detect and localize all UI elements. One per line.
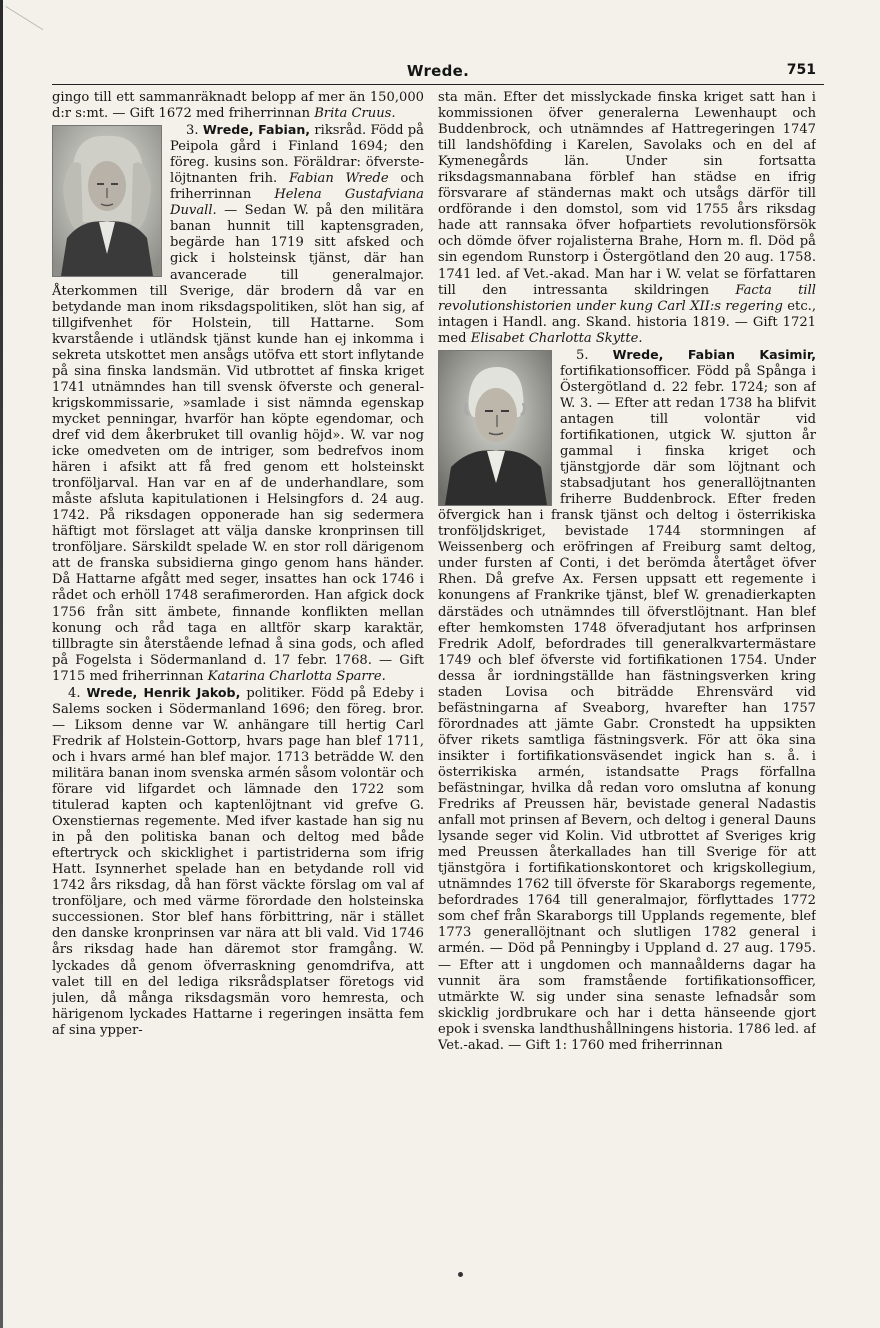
headword: Wrede.: [406, 62, 470, 80]
spouse-name: Brita Cruus.: [314, 106, 396, 122]
entry-henrik-jakob-wrede: [52, 685, 424, 1039]
paragraph-text: etc., intagen i Handl. ang. Skand. historia 1819. — Gift 1721 med: [438, 298, 816, 346]
entry-fabian-kasimir-wrede: [438, 347, 816, 1054]
entry-text: och friherrinnan: [170, 171, 424, 203]
page-number: 751: [786, 62, 816, 78]
paragraph-text: gingo till ett sammanräknadt belopp af mer än 150,000 d:r s:mt. — Gift 1672 med friherrinnan: [52, 90, 424, 122]
entry-name: Wrede, Henrik Jakob,: [86, 684, 241, 700]
entry-text: riksråd. Född på Peipola gård i Finland 1694; den föreg. kusins son. Föräldrar: öfverste-löjtnanten frih.: [170, 123, 424, 187]
spouse-name: Elisabet Charlotta Skytte.: [470, 330, 643, 346]
running-head: [52, 56, 824, 85]
entry-number: 5.: [576, 347, 589, 363]
paragraph-continuation: [52, 90, 424, 122]
scan-page-edge: [0, 0, 3, 1328]
entry-name: Wrede, Fabian,: [202, 122, 311, 138]
entry-name: Wrede, Fabian Kasimir,: [612, 346, 816, 362]
spouse-name: Katarina Charlotta Sparre.: [207, 668, 386, 684]
entry-number: 3.: [186, 123, 199, 139]
mother-name: Helena Gustafviana Duvall.: [170, 187, 424, 219]
entry-text: — Sedan W. på den militära banan hunnit till kaptensgraden, begärde han 1719 sitt afsked och gick i holsteinsk tjänst, där han avancerade till generalmajor. Återkommen till Sverige, där brodern då var en betydande man inom riksdagspolitiken, slöt han sig, af tillgifvenhet för Holstein, till Hattarne. Som kvarstående i utländsk tjänst kunde han ej inkomma i sekreta utskottet men ansågs utöfva ett stort inflytande på sina finska landsmän. Vid utbrottet af finska kriget 1741 utnämndes han till svensk öfverste och general-krigskommissarie, »samlade i sist nämnda egenskap mycket penningar, hvarför han köpte egendomar, och dref vid dem åkerbruket till ovanlig höjd». W. var nog icke omedveten om de intriger, som bedrefvos inom hären i afsikt att få fred genom ett holsteinskt tronföljarval. Han var en af de underhandlare, som måste afsluta kapitulationen i Helsingfors d. 24 aug. 1742. På riksdagen opponerade han sig sedermera häftigt mot förslaget att välja danske kronprinsen till tronföljare. Särskildt spelade W. en stor roll därigenom att de franska subsidierna gingo genom hans händer. Då Hattarne afgått med seger, insattes han ock 1746 i rådet och erhöll 1748 serafimerorden. Han afgick dock 1756 från sitt ämbete, finnande konflikten mellan konung och råd taga en alltför skarp karaktär, tillbragte sin återstående lefnad å sina gods, och afled på Fogelsta i Södermanland d. 17 febr. 1768. — Gift 1715 med friherrinnan: [52, 203, 424, 684]
left-column: [52, 90, 424, 1295]
entry-text: politiker. Född på Edeby i Salems socken i Södermanland 1696; den föreg. bror. — Liksom denne var W. anhängare till hertig Carl Fredrik af Holstein-Gottorp, hvars page han blef 1711, och i hvars armé han blef major. 1713 beträdde W. den militära banan inom svenska armén såsom volontär och förare vid lifgardet och lämnade den 1722 som titulerad kapten och kaptenlöjtnant vid grefve G. Oxenstiernas regemente. Med ifver kastade han sig nu in på den politiska banan och deltog med både eftertryck och skicklighet i partistriderna som ifrig Hatt. Isynnerhet spelade han en betydande roll vid 1742 års riksdag, då han först väckte förslag om val af tronföljare, och med värme förordade den holsteinska successionen. Stor blef hans förbittring, när i stället den danske kronprinsen var nära att bli vald. Vid 1746 års riksdag hade han däremot stor framgång. W. lyckades då genom öfverraskning genomdrifva, att valet till en del lediga riksrådsplatser företogs vid julen, då många riksdagsmän voro hemresta, och härigenom lyckades Hattarne i regeringen insätta fem af sina ypper-: [52, 685, 424, 1038]
portrait-fabian: [52, 125, 162, 277]
father-name: Fabian Wrede: [288, 171, 389, 187]
entry-text: fortifikationsofficer. Född på Spånga i Östergötland d. 22 febr. 1724; son af W. 3. — Efter att redan 1738 ha blifvit antagen till volontär vid fortifikationen, utgick W. sjutton år gammal i finska kriget och tjänstgjorde där som löjtnant och stabsadjutant hos generallöjtnanten friherre Buddenbrock. Efter freden öfvergick han i fransk tjänst och deltog i österrikiska tronföljdskriget, bevistade 1744 stormningen af Weissenberg och eröfringen af Freiburg samt deltog, under fursten af Conti, i det berömda återtåget öfver Rhen. Då grefve Ax. Fersen uppsatt ett regemente i konungens af Frankrike tjänst, blef W. grenadierkapten därstädes och utnämndes till öfverstlöjtnant. Han blef efter hemkomsten 1748 öfveradjutant hos arfprinsen Fredrik Adolf, befordrades till generalkvartermästare 1749 och blef öfverste vid fortifikationen 1754. Under dessa år iordningställde han fästningsverken kring staden Lovisa och biträdde Ehrensvärd vid befästningarna af Sveaborg, hvarefter han 1757 förordnades att jämte Gabr. Cronstedt ha uppsikten öfver rikets samtliga fästningsverk. För att öka sina insikter i fortifikationsväsendet ingick han s. å. i österrikiska armén, istandsatte Prags förfallna befästningar, hvilka då redan voro omslutna af konung Fredriks af Preussen här, bevistade general Nadastis anfall mot prinsen af Bevern, och deltog i general Dauns lysande seger vid Kolin. Vid utbrottet af Sveriges krig med Preussen återkallades han till Sverige för att tjänstgöra i fortifikationskontoret och krigskollegium, utnämndes 1762 till öfverste för Skaraborgs regemente, befordrades 1764 till generalmajor, förflyttades 1772 som chef från Skaraborgs till Upplands regemente, blef 1773 generallöjtnant och slutligen 1782 general i armén. — Död på Penningby i Uppland d. 27 aug. 1795. — Efter att i ungdomen och mannaålderns dagar ha vunnit ära som framstående fortifikationsofficer, utmärkte W. sig under sina senaste lefnadsår som skicklig jordbrukare och har i detta hänseende gjort epok i svenska landthushållningens historia. 1786 led. af Vet.-akad. — Gift 1: 1760 med friherrinnan: [438, 363, 816, 1053]
corner-fold-mark: [0, 6, 43, 56]
print-speck: [458, 1272, 463, 1277]
paragraph-text: sta män. Efter det misslyckade finska kriget satt han i kommissionen öfver generalerna Lewenhaupt och Buddenbrock, och utnämndes af Hattregeringen 1747 till landshöfding i Karelen, Savolaks och en del af Kymenegårds län. Under sin fortsatta riksdagsmannabana förblef han städse en ifrig försvarare af ständernas makt och utsågs därför till ordförande i den domstol, som vid 1755 års riksdag hade att rannsaka öfver hofpartiets revolutionsförsök och dömde öfver rojalisterna Brahe, Horn m. fl. Död på sin egendom Runstorp i Östergötland den 20 aug. 1758. 1741 led. af Vet.-akad. Man har i W. velat se författaren till den intressanta skildringen: [438, 90, 816, 298]
entry-number: 4.: [68, 685, 81, 701]
entry-fabian-wrede: [52, 122, 424, 685]
portrait-image: [439, 351, 551, 505]
right-column: [438, 90, 816, 1295]
portrait-image: [53, 126, 161, 276]
paragraph-continuation: [438, 90, 816, 347]
work-title: Facta till revolutionshistorien under kung Carl XII:s regering: [438, 282, 816, 314]
portrait-fabian-kasimir: [438, 350, 552, 506]
